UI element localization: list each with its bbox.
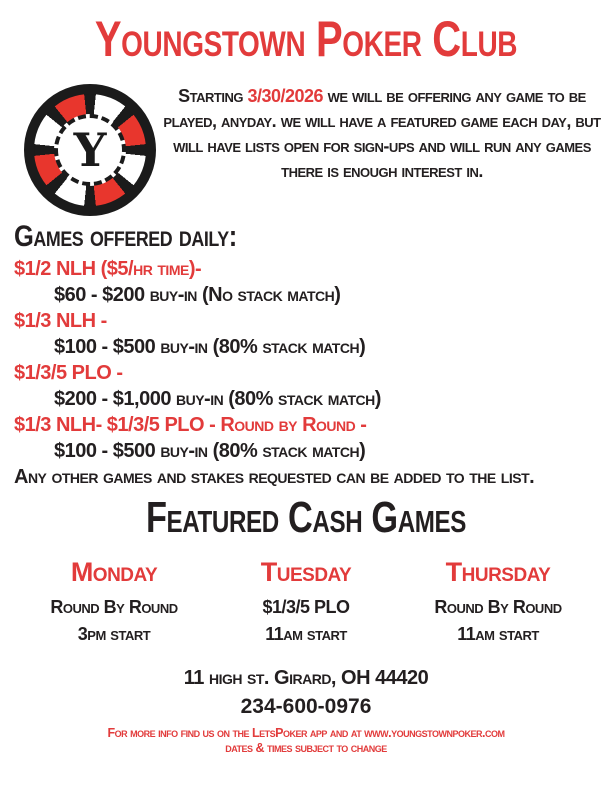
address: 11 high st. Girard, OH 44420 <box>183 667 429 689</box>
day-column-monday <box>18 556 210 648</box>
intro-line2: we will have a featured game each day, but will have lists open for sign-ups and will run any games there is enough interest in. <box>173 111 601 181</box>
game-name: $1/3/5 PLO - <box>14 362 123 384</box>
game-item <box>14 308 612 360</box>
fine-print <box>0 726 612 756</box>
game-detail: $60 - $200 buy-in (No stack match) <box>54 284 341 306</box>
game-item <box>14 412 612 464</box>
game-detail: $100 - $500 buy-in (80% stack match) <box>54 440 366 462</box>
intro-line1-prefix: Starting <box>178 86 248 106</box>
game-name: $1/2 NLH ($5/hr time)- <box>14 258 202 280</box>
game-item <box>14 360 612 412</box>
info-line: For more info find us on the LetsPoker app and at www.youngstownpoker.com <box>107 726 505 740</box>
chip-letter: Y <box>73 123 107 177</box>
phone-number: 234-600-0976 <box>240 695 372 718</box>
game-item <box>14 256 612 308</box>
chip-center <box>54 114 126 186</box>
day-name: Tuesday <box>260 557 352 587</box>
day-start: 11am start <box>265 624 347 644</box>
day-name: Monday <box>70 557 158 587</box>
featured-days <box>0 556 612 648</box>
games-section <box>0 220 612 490</box>
game-name: $1/3 NLH - <box>14 310 107 332</box>
intro-line1-suffix: we will be offering any game to be played, anyday. <box>163 86 586 131</box>
page-title: Youngstown Poker Club <box>94 11 518 67</box>
intro-section <box>0 80 612 216</box>
day-column-thursday <box>402 556 594 648</box>
games-note: Any other games and stakes requested can be added to the list. <box>14 466 535 488</box>
day-game: $1/3/5 PLO <box>262 597 350 617</box>
poker-chip-icon <box>24 84 156 216</box>
day-game: Round By Round <box>434 597 562 617</box>
poker-chip-logo <box>14 80 162 216</box>
games-heading: Games offered daily: <box>14 220 237 253</box>
disclaimer: dates & times subject to change <box>225 741 387 755</box>
game-detail: $100 - $500 buy-in (80% stack match) <box>54 336 366 358</box>
featured-heading: Featured Cash Games <box>145 493 467 542</box>
day-start: 3pm start <box>77 624 151 644</box>
day-column-tuesday <box>210 556 402 648</box>
day-start: 11am start <box>457 624 539 644</box>
footer <box>0 664 612 756</box>
game-name: $1/3 NLH- $1/3/5 PLO - Round by Round - <box>14 414 367 436</box>
intro-text <box>162 80 602 184</box>
day-name: Thursday <box>445 557 551 587</box>
day-game: Round By Round <box>50 597 178 617</box>
game-detail: $200 - $1,000 buy-in (80% stack match) <box>54 388 381 410</box>
intro-start-date: 3/30/2026 <box>247 86 324 106</box>
